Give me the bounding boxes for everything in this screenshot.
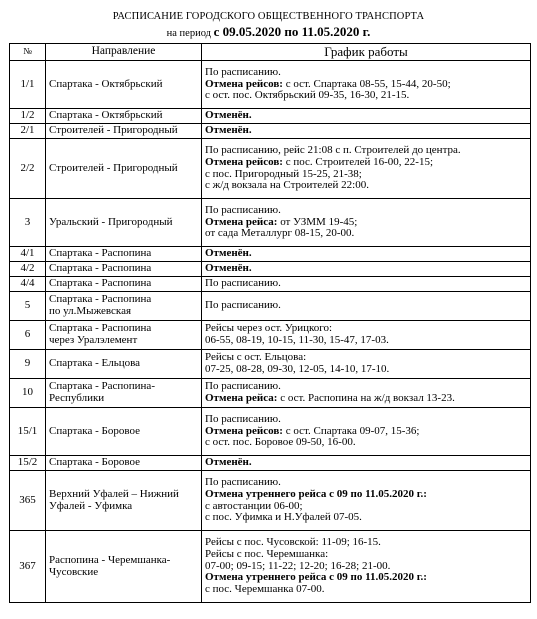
schedule-text: По расписанию. [205,277,281,290]
route-direction [46,531,202,603]
route-number: 4/1 [10,247,46,262]
route-schedule [202,109,531,124]
table-row [10,408,531,456]
schedule-line [205,584,527,596]
table-row [10,124,531,139]
route-number: 365 [10,471,46,531]
schedule-line [205,110,527,122]
route-schedule [202,531,531,603]
direction-line: Спартака - Распопина [49,262,152,275]
schedule-text: от УЗММ 19-45; [277,215,358,228]
route-number: 1/2 [10,109,46,124]
route-number: 4/2 [10,262,46,277]
schedule-line [205,180,527,192]
schedule-emphasis: Отмена утреннего рейса с 09 по 11.05.2020 г.: [205,571,427,584]
direction-line: Спартака - Ельцова [49,357,141,370]
route-direction [46,321,202,350]
direction-line: Спартака - Боровое [49,424,140,437]
table-row [10,61,531,109]
schedule-text: с пос. Строителей 16-00, 22-15; [282,155,434,168]
route-schedule [202,408,531,456]
route-number: 15/1 [10,408,46,456]
schedule-table [9,43,531,603]
route-schedule [202,456,531,471]
direction-line: Распопина - Черемшанка- [49,553,171,566]
schedule-text: от сада Металлург 08-15, 20-00. [205,227,355,240]
schedule-text: 06-55, 08-19, 10-15, 11-30, 15-47, 17-03. [205,334,389,346]
schedule-text: с ост. Спартака 08-55, 15-44, 20-50; [282,77,451,90]
route-number: 4/4 [10,277,46,292]
schedule-text: 07-25, 08-28, 09-30, 12-05, 14-10, 17-10. [205,363,390,375]
table-body [10,61,531,603]
schedule-line [205,364,527,376]
direction-line: Уральский - Пригородный [49,215,173,228]
route-number: 1/1 [10,61,46,109]
table-row [10,471,531,531]
direction-line: Строителей - Пригородный [49,161,178,174]
column-header-number: № [10,44,46,61]
route-number: 5 [10,292,46,321]
direction-line: Строителей - Пригородный [49,124,178,137]
schedule-text: Рейсы с пос. Чусовской: 11-09; 16-15. [205,535,381,548]
route-direction [46,109,202,124]
schedule-emphasis: Отмена рейсов: [205,424,283,437]
direction-line: Уфалей - Уфимка [49,499,133,512]
route-schedule [202,292,531,321]
schedule-text: с ост. пос. Боровое 09-50, 16-00. [205,436,356,449]
table-row [10,350,531,379]
route-schedule [202,61,531,109]
document-title: РАСПИСАНИЕ ГОРОДСКОГО ОБЩЕСТВЕННОГО ТРАНСПОРТА [112,11,425,22]
table-row [10,139,531,199]
schedule-line [205,437,527,449]
route-direction [46,124,202,139]
schedule-emphasis: Отменён. [205,247,252,260]
schedule-line [205,125,527,137]
schedule-emphasis: Отмена рейса: [205,215,278,228]
route-direction [46,471,202,531]
table-row [10,199,531,247]
table-row [10,531,531,603]
route-direction [46,292,202,321]
schedule-text: Рейсы с ост. Ельцова: [205,351,307,364]
route-direction [46,247,202,262]
route-number: 10 [10,379,46,408]
schedule-emphasis: Отмена рейсов: [205,77,283,90]
schedule-text: с ост. Спартака 09-07, 15-36; [282,424,420,437]
direction-line: Спартака - Распопина [49,322,152,335]
route-direction [46,379,202,408]
table-header-row [10,44,531,61]
schedule-line [205,393,527,405]
schedule-text: По расписанию. [205,412,281,425]
route-direction [46,61,202,109]
schedule-emphasis: Отмена рейса: [205,392,278,404]
route-direction [46,277,202,292]
table-row [10,109,531,124]
schedule-line [205,335,527,347]
schedule-text: с автостанции 06-00; [205,499,303,512]
route-number: 15/2 [10,456,46,471]
table-row [10,379,531,408]
route-direction [46,199,202,247]
table-row [10,262,531,277]
table-row [10,321,531,350]
schedule-line [205,512,527,524]
direction-line: Верхний Уфалей – Нижний [49,487,179,500]
route-schedule [202,471,531,531]
schedule-text: с пос. Черемшанка 07-00. [205,583,325,596]
period-prefix: на период [166,28,211,39]
route-direction [46,139,202,199]
direction-line: по ул.Мыжевская [49,305,132,317]
direction-line: Чусовские [49,565,99,578]
direction-line: через Уралэлемент [49,334,138,346]
table-row [10,247,531,262]
table-row [10,277,531,292]
schedule-text: с ж/д вокзала на Строителей 22:00. [205,179,369,192]
document-period [0,24,537,40]
direction-line: Спартака - Боровое [49,456,140,469]
route-number: 2/2 [10,139,46,199]
schedule-line [205,228,527,240]
route-schedule [202,262,531,277]
route-schedule [202,199,531,247]
table-row [10,456,531,471]
direction-line: Спартака - Распопина [49,247,152,260]
table-row [10,292,531,321]
schedule-line [205,457,527,469]
schedule-text: с ост. пос. Октябрьский 09-35, 16-30, 21-15. [205,89,410,102]
schedule-text: с пос. Пригородный 15-25, 21-38; [205,167,362,180]
schedule-line [205,90,527,102]
schedule-emphasis: Отмена рейсов: [205,155,283,168]
route-schedule [202,247,531,262]
direction-line: Республики [49,392,105,404]
column-header-direction: Направление [46,44,202,61]
schedule-text: По расписанию. [205,475,281,488]
direction-line: Спартака - Октябрьский [49,109,163,122]
schedule-text: с ост. Распопина на ж/д вокзал 13-23. [277,392,455,404]
schedule-text: По расписанию. [205,299,281,312]
column-header-schedule: График работы [202,44,531,61]
direction-line: Спартака - Распопина [49,277,152,290]
schedule-line [205,278,527,290]
schedule-emphasis: Отменён. [205,124,252,137]
route-direction [46,350,202,379]
schedule-text: По расписанию. [205,65,281,78]
route-schedule [202,350,531,379]
schedule-text: с пос. Уфимка и Н.Уфалей 07-05. [205,511,362,524]
route-direction [46,456,202,471]
schedule-text: Рейсы с пос. Черемшанка: [205,547,329,560]
route-schedule [202,124,531,139]
route-schedule [202,321,531,350]
direction-line: Спартака - Распопина- [49,380,155,393]
schedule-line [205,300,527,312]
schedule-emphasis: Отмена утреннего рейса с 09 по 11.05.2020 г.: [205,487,427,500]
route-number: 2/1 [10,124,46,139]
schedule-emphasis: Отменён. [205,109,252,122]
direction-line: Спартака - Октябрьский [49,77,163,90]
schedule-text: 07-00; 09-15; 11-22; 12-20; 16-28; 21-00. [205,559,391,572]
route-schedule [202,379,531,408]
route-number: 3 [10,199,46,247]
route-number: 367 [10,531,46,603]
schedule-text: По расписанию. [205,203,281,216]
route-direction [46,262,202,277]
schedule-emphasis: Отменён. [205,456,252,469]
schedule-emphasis: Отменён. [205,262,252,275]
schedule-text: По расписанию, рейс 21:08 с п. Строителей до центра. [205,143,461,156]
schedule-line [205,248,527,260]
route-number: 6 [10,321,46,350]
route-schedule [202,139,531,199]
direction-line: Спартака - Распопина [49,293,152,306]
schedule-text: Рейсы через ост. Урицкого: [205,322,333,335]
schedule-text: По расписанию. [205,380,281,393]
route-direction [46,408,202,456]
route-schedule [202,277,531,292]
period-dates: с 09.05.2020 по 11.05.2020 г. [213,24,371,39]
route-number: 9 [10,350,46,379]
schedule-line [205,263,527,275]
